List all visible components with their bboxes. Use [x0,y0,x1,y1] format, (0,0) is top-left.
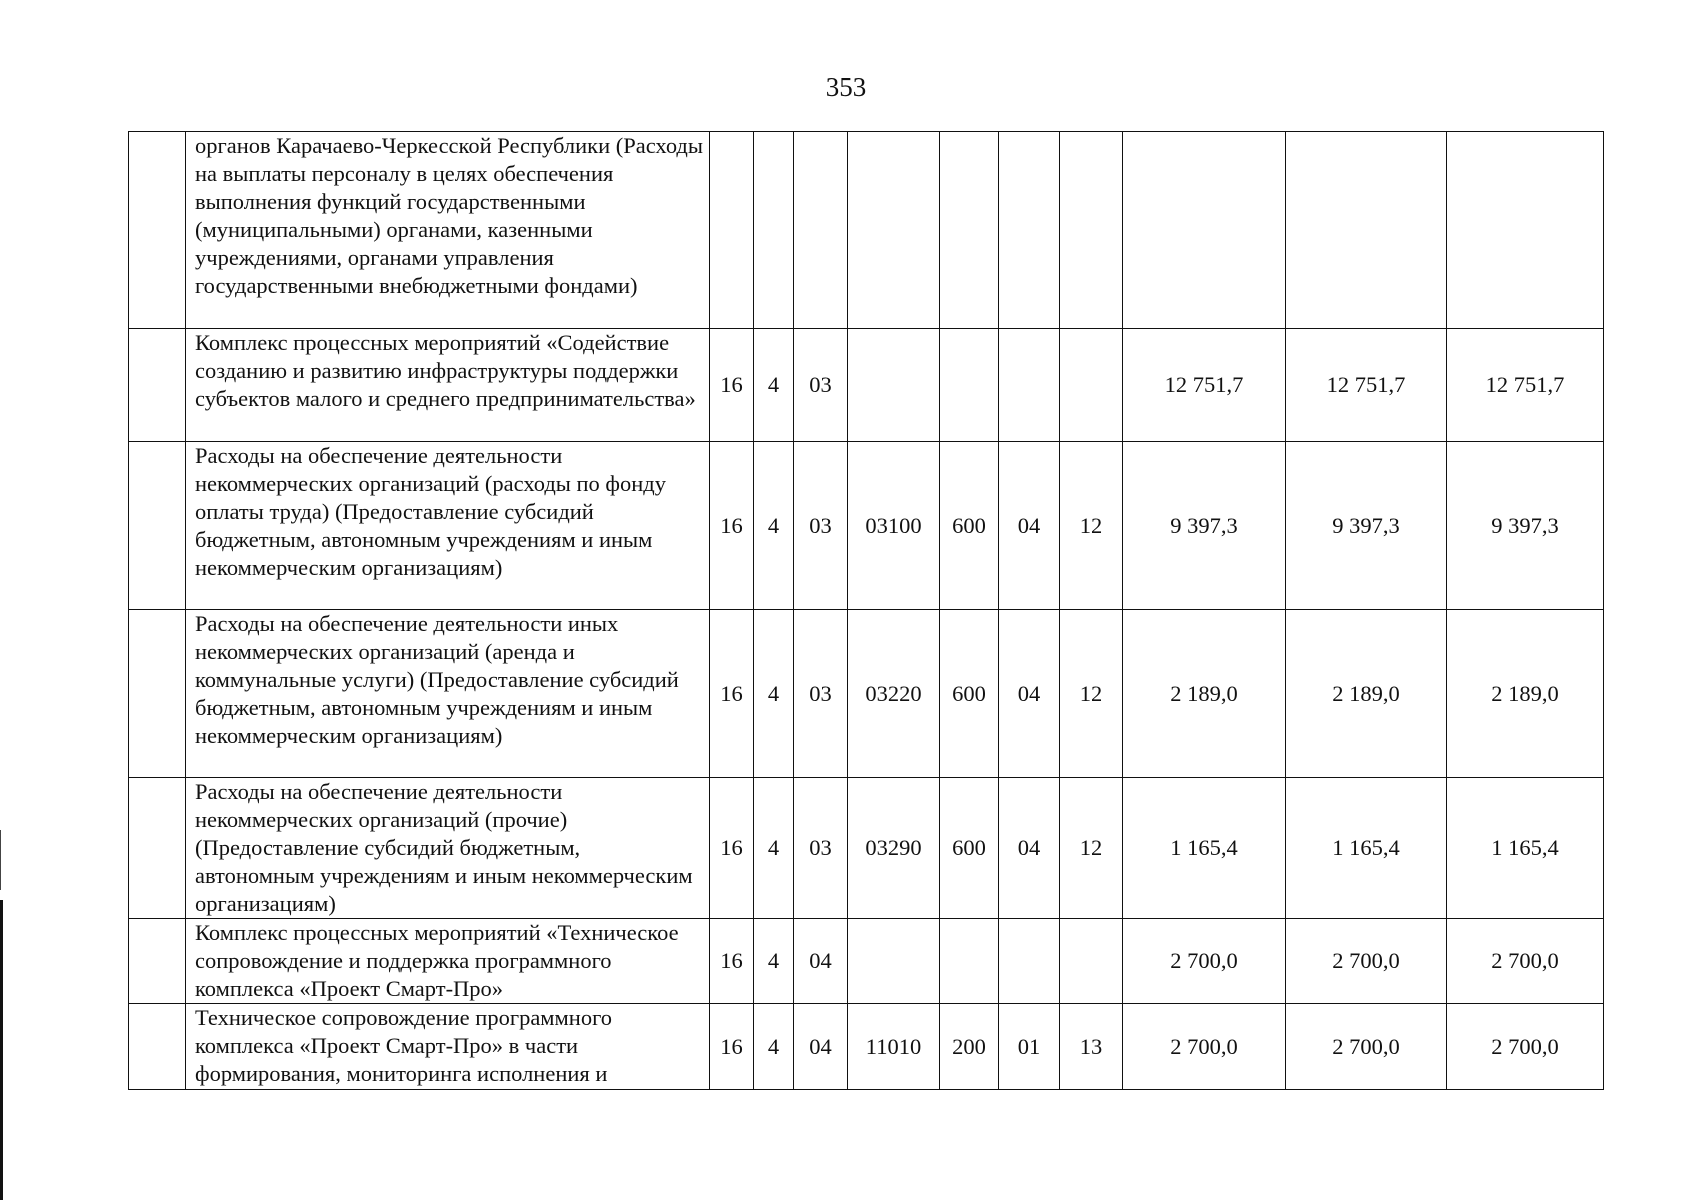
budget-table-body [129,132,1604,1090]
subsection-code-cell: 13 [1060,1004,1123,1090]
amount-year-2-cell [1286,132,1447,329]
expense-type-cell: 600 [940,442,999,610]
subsection-code-cell: 12 [1060,778,1123,919]
subsection-code-cell: 12 [1060,442,1123,610]
amount-year-1-cell: 2 189,0 [1123,610,1286,778]
row-number-cell [129,778,186,919]
subsection-code-cell [1060,132,1123,329]
subprogram-code-cell: 03 [794,778,848,919]
program-code-cell: 4 [754,610,794,778]
amount-year-3-cell: 2 189,0 [1447,610,1604,778]
table-row [129,919,1604,1004]
ministry-code-cell: 16 [710,610,754,778]
description-cell: Расходы на обеспечение деятельности некоммерческих организаций (расходы по фонду оплаты труда) (Предоставление субсидий бюджетным, автономным учреждениям и иным некоммерческим организациям) [186,442,710,610]
table-row [129,442,1604,610]
row-number-cell [129,1004,186,1090]
row-number-cell [129,132,186,329]
section-code-cell [999,329,1060,442]
amount-year-1-cell: 12 751,7 [1123,329,1286,442]
amount-year-1-cell: 2 700,0 [1123,919,1286,1004]
direction-code-cell: 11010 [848,1004,940,1090]
direction-code-cell: 03290 [848,778,940,919]
table-row [129,610,1604,778]
amount-year-1-cell: 9 397,3 [1123,442,1286,610]
amount-year-3-cell: 1 165,4 [1447,778,1604,919]
subsection-code-cell: 12 [1060,610,1123,778]
program-code-cell: 4 [754,919,794,1004]
program-code-cell [754,132,794,329]
description-cell: Комплекс процессных мероприятий «Содействие созданию и развитию инфраструктуры поддержки субъектов малого и среднего предпринимательства» [186,329,710,442]
section-code-cell: 04 [999,778,1060,919]
direction-code-cell [848,329,940,442]
expense-type-cell: 600 [940,610,999,778]
direction-code-cell [848,132,940,329]
left-scan-edge [0,900,3,1200]
subprogram-code-cell: 03 [794,610,848,778]
subsection-code-cell [1060,919,1123,1004]
table-row [129,1004,1604,1090]
direction-code-cell: 03220 [848,610,940,778]
section-code-cell: 04 [999,610,1060,778]
ministry-code-cell [710,132,754,329]
program-code-cell: 4 [754,1004,794,1090]
description-cell: Расходы на обеспечение деятельности некоммерческих организаций (прочие) (Предоставление субсидий бюджетным, автономным учреждениям и иным некоммерческим организациям) [186,778,710,919]
ministry-code-cell: 16 [710,1004,754,1090]
table-row [129,132,1604,329]
description-cell: Комплекс процессных мероприятий «Техническое сопровождение и поддержка программного комплекса «Проект Смарт-Про» [186,919,710,1004]
description-cell: органов Карачаево-Черкесской Республики (Расходы на выплаты персоналу в целях обеспечения выполнения функций государственными (муниципальными) органами, казенными учреждениями, органами управления государственными внебюджетными фондами) [186,132,710,329]
row-number-cell [129,919,186,1004]
ministry-code-cell: 16 [710,919,754,1004]
expense-type-cell: 200 [940,1004,999,1090]
amount-year-1-cell: 2 700,0 [1123,1004,1286,1090]
amount-year-1-cell [1123,132,1286,329]
ministry-code-cell: 16 [710,442,754,610]
amount-year-3-cell [1447,132,1604,329]
program-code-cell: 4 [754,329,794,442]
description-cell: Расходы на обеспечение деятельности иных некоммерческих организаций (аренда и коммунальные услуги) (Предоставление субсидий бюджетным, автономным учреждениям и иным некоммерческим организациям) [186,610,710,778]
expense-type-cell [940,329,999,442]
subprogram-code-cell [794,132,848,329]
ministry-code-cell: 16 [710,329,754,442]
direction-code-cell [848,919,940,1004]
ministry-code-cell: 16 [710,778,754,919]
expense-type-cell [940,919,999,1004]
amount-year-1-cell: 1 165,4 [1123,778,1286,919]
amount-year-2-cell: 9 397,3 [1286,442,1447,610]
table-row [129,329,1604,442]
direction-code-cell: 03100 [848,442,940,610]
amount-year-3-cell: 2 700,0 [1447,1004,1604,1090]
amount-year-2-cell: 2 700,0 [1286,919,1447,1004]
amount-year-3-cell: 2 700,0 [1447,919,1604,1004]
amount-year-2-cell: 1 165,4 [1286,778,1447,919]
budget-table [128,131,1604,1090]
program-code-cell: 4 [754,442,794,610]
amount-year-2-cell: 2 189,0 [1286,610,1447,778]
row-number-cell [129,610,186,778]
table-row [129,778,1604,919]
subprogram-code-cell: 03 [794,329,848,442]
program-code-cell: 4 [754,778,794,919]
expense-type-cell [940,132,999,329]
amount-year-2-cell: 12 751,7 [1286,329,1447,442]
row-number-cell [129,329,186,442]
amount-year-2-cell: 2 700,0 [1286,1004,1447,1090]
amount-year-3-cell: 9 397,3 [1447,442,1604,610]
subsection-code-cell [1060,329,1123,442]
page-number: 353 [825,72,867,102]
section-code-cell [999,132,1060,329]
amount-year-3-cell: 12 751,7 [1447,329,1604,442]
subprogram-code-cell: 04 [794,919,848,1004]
left-scan-mark [0,830,1,890]
section-code-cell [999,919,1060,1004]
subprogram-code-cell: 03 [794,442,848,610]
subprogram-code-cell: 04 [794,1004,848,1090]
section-code-cell: 01 [999,1004,1060,1090]
row-number-cell [129,442,186,610]
description-cell: Техническое сопровождение программного комплекса «Проект Смарт-Про» в части формирования, мониторинга исполнения и [186,1004,710,1090]
section-code-cell: 04 [999,442,1060,610]
expense-type-cell: 600 [940,778,999,919]
